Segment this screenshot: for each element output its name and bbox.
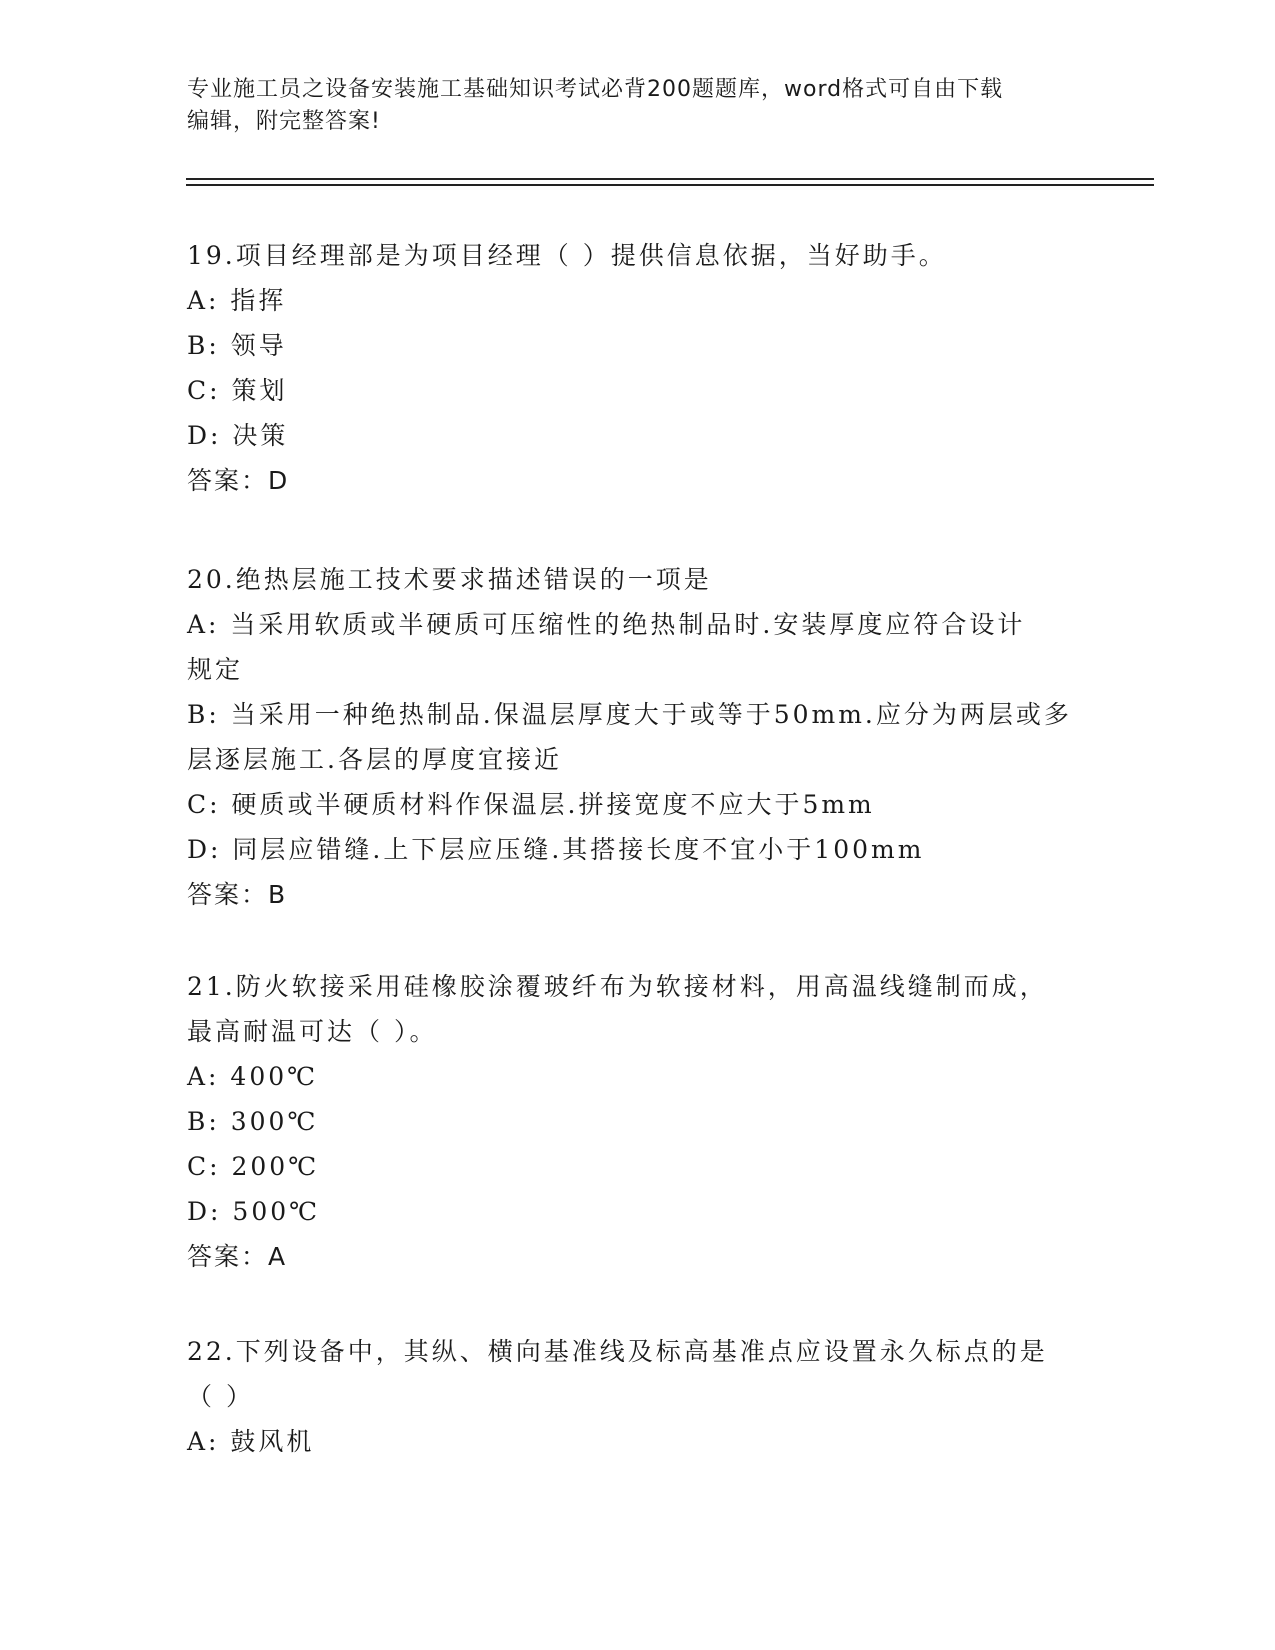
header-line-1: 专业施工员之设备安装施工基础知识考试必背200题题库，word格式可自由下载 <box>187 77 1004 102</box>
question-21 <box>187 964 1087 1279</box>
option-b: B: 领导 <box>187 331 287 360</box>
option-a: A: 当采用软质或半硬质可压缩性的绝热制品时.安装厚度应符合设计 <box>187 610 1026 639</box>
header-divider-bottom <box>186 184 1154 186</box>
answer: 答案：A <box>187 1242 288 1271</box>
question-stem-continued: 最高耐温可达（ ）。 <box>187 1017 438 1046</box>
option-b: B: 当采用一种绝热制品.保温层厚度大于或等于50mm.应分为两层或多 <box>187 700 1072 729</box>
answer: 答案：B <box>187 880 288 909</box>
option-a: A: 指挥 <box>187 286 287 315</box>
question-20 <box>187 557 1087 917</box>
option-a: A: 400℃ <box>187 1062 319 1091</box>
option-c: C: 200℃ <box>187 1152 320 1181</box>
option-c: C: 硬质或半硬质材料作保温层.拼接宽度不应大于5mm <box>187 790 875 819</box>
question-stem: 21.防火软接采用硅橡胶涂覆玻纤布为软接材料，用高温线缝制而成， <box>187 972 1048 1001</box>
header-line-2: 编辑，附完整答案! <box>187 109 381 134</box>
header-divider-top <box>186 178 1154 180</box>
question-stem: 20.绝热层施工技术要求描述错误的一项是 <box>187 565 712 594</box>
question-stem: 19.项目经理部是为项目经理（ ）提供信息依据，当好助手。 <box>187 241 947 270</box>
option-d: D: 500℃ <box>187 1197 321 1226</box>
option-a: A: 鼓风机 <box>187 1427 315 1456</box>
question-stem: 22.下列设备中，其纵、横向基准线及标高基准点应设置永久标点的是 <box>187 1337 1048 1366</box>
option-b: B: 300℃ <box>187 1107 319 1136</box>
option-d: D: 同层应错缝.上下层应压缝.其搭接长度不宜小于100mm <box>187 835 925 864</box>
answer: 答案：D <box>187 466 290 495</box>
question-22 <box>187 1329 1087 1464</box>
question-stem-continued: （ ） <box>187 1382 254 1411</box>
option-d: D: 决策 <box>187 421 289 450</box>
document-header <box>187 74 1067 138</box>
question-19 <box>187 233 1087 503</box>
option-c: C: 策划 <box>187 376 288 405</box>
option-b-continued: 层逐层施工.各层的厚度宜接近 <box>187 745 562 774</box>
option-a-continued: 规定 <box>187 655 244 684</box>
